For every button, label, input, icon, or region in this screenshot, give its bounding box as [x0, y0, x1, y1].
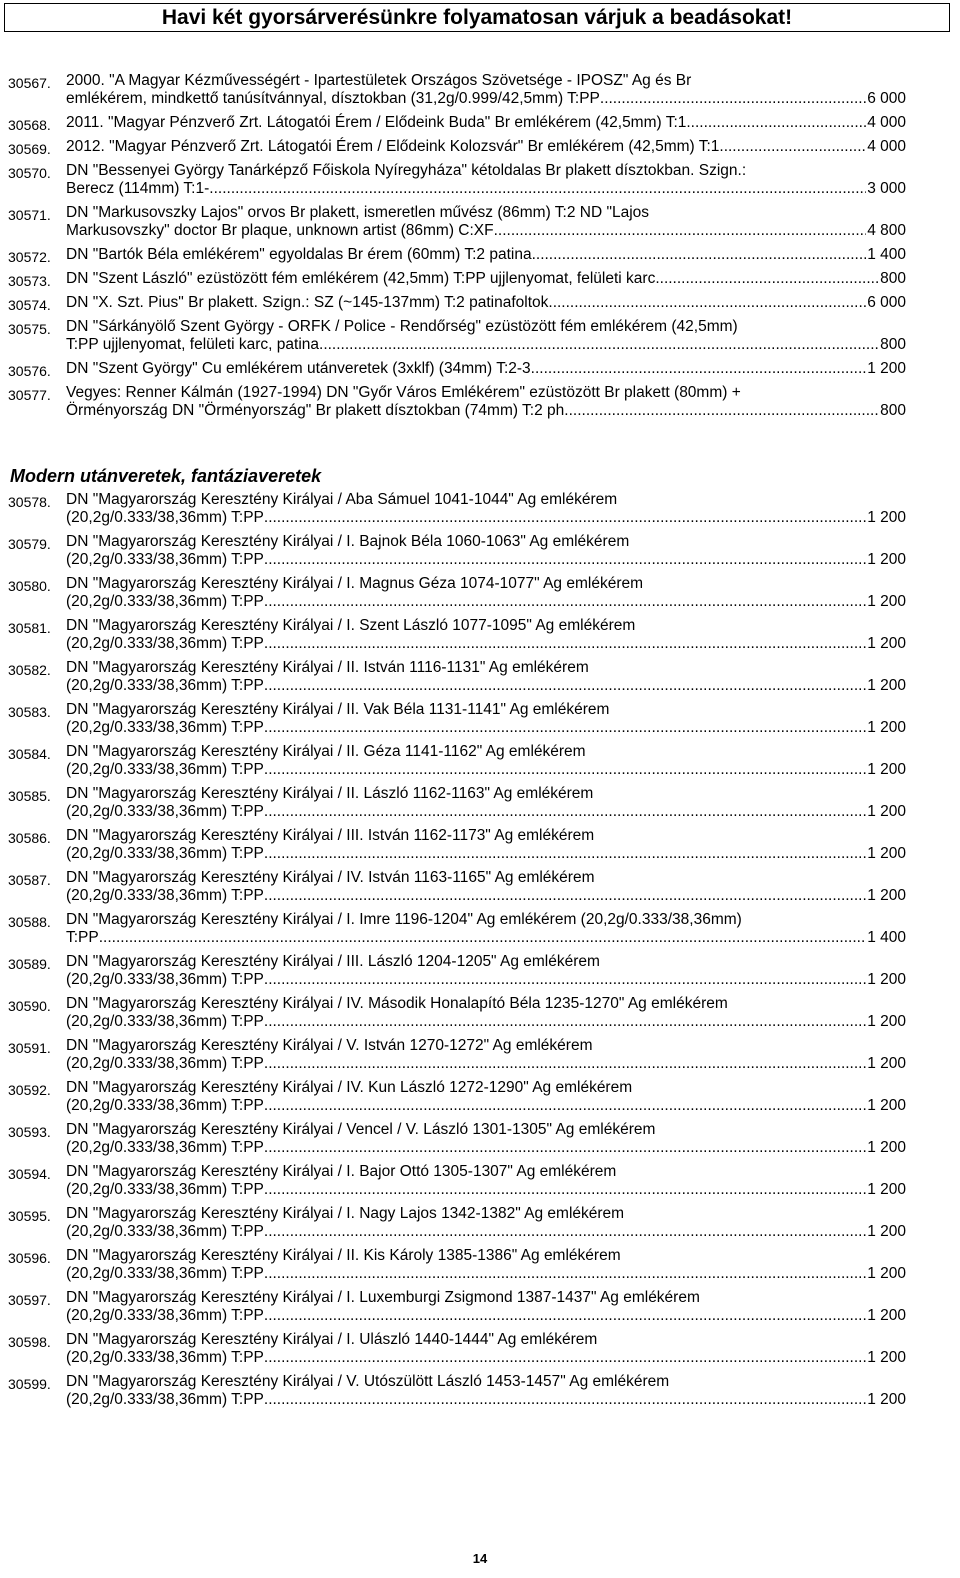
lot-entry [8, 270, 906, 288]
lot-price: 1 200 [867, 1349, 906, 1366]
dot-leader [264, 719, 866, 737]
lot-description: (20,2g/0.333/38,36mm) T:PP [66, 1349, 264, 1366]
lot-description: DN "Szent László" ezüstözött fém emlékérem (42,5mm) T:PP ujjlenyomat, felületi karc [66, 270, 656, 287]
lot-description: DN "Magyarország Keresztény Királyai / I. Ulászló 1440-1444" Ag emlékérem [66, 1331, 598, 1348]
lot-entry [8, 827, 906, 863]
lot-number: 30590. [8, 998, 51, 1014]
lot-description: DN "Magyarország Keresztény Királyai / II. Kis Károly 1385-1386" Ag emlékérem [66, 1247, 621, 1264]
lot-price: 1 200 [867, 761, 906, 778]
lot-entry [8, 533, 906, 569]
dot-leader [569, 402, 880, 420]
lot-description: (20,2g/0.333/38,36mm) T:PP [66, 1055, 264, 1072]
lot-entry [8, 72, 906, 108]
lot-number: 30578. [8, 494, 51, 510]
lot-entry [8, 318, 906, 354]
lot-number: 30589. [8, 956, 51, 972]
lot-entry [8, 1331, 906, 1367]
lot-description: T:PP ujjlenyomat, felületi karc, patina [66, 336, 320, 353]
lot-description: (20,2g/0.333/38,36mm) T:PP [66, 719, 264, 736]
lot-number: 30581. [8, 620, 51, 636]
lot-entry [8, 294, 906, 312]
lot-number: 30575. [8, 321, 51, 337]
lot-price: 800 [880, 336, 906, 353]
dot-leader [264, 551, 866, 569]
lot-number: 30599. [8, 1376, 51, 1392]
lot-description: DN "Magyarország Keresztény Királyai / II. László 1162-1163" Ag emlékérem [66, 785, 594, 802]
lot-number: 30568. [8, 117, 51, 133]
lot-description: (20,2g/0.333/38,36mm) T:PP [66, 887, 264, 904]
dot-leader [264, 1223, 866, 1241]
lot-number: 30572. [8, 249, 51, 265]
lot-price: 1 200 [867, 677, 906, 694]
lot-number: 30591. [8, 1040, 51, 1056]
lot-price: 1 200 [867, 360, 906, 377]
lot-description: DN "Magyarország Keresztény Királyai / I. Bajnok Béla 1060-1063" Ag emlékérem [66, 533, 630, 550]
lot-description: DN "X. Szt. Pius" Br plakett. Szign.: SZ (~145-137mm) T:2 patinafoltok [66, 294, 549, 311]
lot-entry [8, 1247, 906, 1283]
dot-leader [264, 635, 866, 653]
lot-entry [8, 1163, 906, 1199]
dot-leader [494, 222, 867, 240]
lot-price: 1 200 [867, 1097, 906, 1114]
lot-description: (20,2g/0.333/38,36mm) T:PP [66, 1097, 264, 1114]
dot-leader [686, 114, 866, 132]
lot-entry [8, 659, 906, 695]
lot-description: DN "Magyarország Keresztény Királyai / II. Géza 1141-1162" Ag emlékérem [66, 743, 586, 760]
lot-description: DN "Magyarország Keresztény Királyai / III. István 1162-1173" Ag emlékérem [66, 827, 595, 844]
lot-number: 30592. [8, 1082, 51, 1098]
lot-number: 30577. [8, 387, 51, 403]
lot-number: 30573. [8, 273, 51, 289]
dot-leader [264, 1181, 866, 1199]
lot-number: 30588. [8, 914, 51, 930]
lot-price: 1 200 [867, 1013, 906, 1030]
dot-leader [264, 1013, 866, 1031]
lot-description: DN "Bartók Béla emlékérem" egyoldalas Br érem (60mm) T:2 patina [66, 246, 532, 263]
lot-price: 1 200 [867, 1055, 906, 1072]
lot-entry [8, 384, 906, 420]
lot-entry [8, 911, 906, 947]
lot-description: (20,2g/0.333/38,36mm) T:PP [66, 1139, 264, 1156]
page-number: 14 [472, 1551, 488, 1566]
lot-entry [8, 1121, 906, 1157]
lot-description: (20,2g/0.333/38,36mm) T:PP [66, 1013, 264, 1030]
lot-entry [8, 785, 906, 821]
lot-description: (20,2g/0.333/38,36mm) T:PP [66, 845, 264, 862]
lot-description: DN "Markusovszky Lajos" orvos Br plakett, ismeretlen művész (86mm) T:2 ND "Lajos [66, 204, 650, 221]
dot-leader [209, 180, 866, 198]
lot-entry [8, 701, 906, 737]
lot-price: 4 000 [867, 114, 906, 131]
lot-description: (20,2g/0.333/38,36mm) T:PP [66, 593, 264, 610]
lot-list-medals [8, 72, 906, 426]
lot-description: DN "Magyarország Keresztény Királyai / I. Szent László 1077-1095" Ag emlékérem [66, 617, 636, 634]
lot-description: DN "Magyarország Keresztény Királyai / II. István 1116-1131" Ag emlékérem [66, 659, 589, 676]
lot-price: 1 200 [867, 1223, 906, 1240]
lot-description: (20,2g/0.333/38,36mm) T:PP [66, 1307, 264, 1324]
lot-price: 1 200 [867, 887, 906, 904]
lot-description: (20,2g/0.333/38,36mm) T:PP [66, 635, 264, 652]
lot-description: DN "Magyarország Keresztény Királyai / II. Vak Béla 1131-1141" Ag emlékérem [66, 701, 610, 718]
lot-description: Berecz (114mm) T:1- [66, 180, 210, 197]
lot-description: DN "Magyarország Keresztény Királyai / I. Bajor Ottó 1305-1307" Ag emlékérem [66, 1163, 617, 1180]
lot-entry [8, 138, 906, 156]
lot-description: (20,2g/0.333/38,36mm) T:PP [66, 1265, 264, 1282]
lot-price: 6 000 [867, 90, 906, 107]
lot-price: 1 200 [867, 1391, 906, 1408]
lot-description: DN "Magyarország Keresztény Királyai / Aba Sámuel 1041-1044" Ag emlékérem [66, 491, 618, 508]
lot-number: 30593. [8, 1124, 51, 1140]
lot-price: 1 200 [867, 635, 906, 652]
lot-number: 30570. [8, 165, 51, 181]
dot-leader [264, 1055, 866, 1073]
dot-leader [264, 1139, 866, 1157]
lot-price: 1 400 [867, 929, 906, 946]
lot-price: 1 200 [867, 1265, 906, 1282]
lot-description: Vegyes: Renner Kálmán (1927-1994) DN "Győr Város Emlékérem" ezüstözött Br plakett (80mm) + [66, 384, 741, 401]
lot-price: 4 800 [867, 222, 906, 239]
lot-entry [8, 114, 906, 132]
lot-entry [8, 1205, 906, 1241]
lot-number: 30587. [8, 872, 51, 888]
lot-number: 30596. [8, 1250, 51, 1266]
dot-leader [264, 593, 866, 611]
dot-leader [264, 509, 866, 527]
lot-price: 1 200 [867, 845, 906, 862]
lot-entry [8, 204, 906, 240]
dot-leader [264, 761, 866, 779]
lot-entry [8, 953, 906, 989]
lot-description: (20,2g/0.333/38,36mm) T:PP [66, 551, 264, 568]
lot-description: DN "Magyarország Keresztény Királyai / I. Imre 1196-1204" Ag emlékérem (20,2g/0.333/38,36mm) [66, 911, 742, 928]
lot-description: (20,2g/0.333/38,36mm) T:PP [66, 1223, 264, 1240]
lot-number: 30569. [8, 141, 51, 157]
dot-leader [264, 1349, 866, 1367]
lot-description: 2011. "Magyar Pénzverő Zrt. Látogatói Érem / Elődeink Buda" Br emlékérem (42,5mm) T:1 [66, 114, 687, 131]
lot-entry [8, 995, 906, 1031]
lot-description: DN "Magyarország Keresztény Királyai / I. Magnus Géza 1074-1077" Ag emlékérem [66, 575, 644, 592]
lot-description: (20,2g/0.333/38,36mm) T:PP [66, 1181, 264, 1198]
lot-description: DN "Bessenyei György Tanárképző Főiskola Nyíregyháza" kétoldalas Br plakett dísztokban. Szign.: [66, 162, 747, 179]
lot-price: 800 [880, 270, 906, 287]
page-banner: Havi két gyorsárverésünkre folyamatosan várjuk a beadásokat! [4, 3, 950, 32]
lot-number: 30598. [8, 1334, 51, 1350]
dot-leader [264, 677, 866, 695]
lot-number: 30595. [8, 1208, 51, 1224]
lot-entry [8, 869, 906, 905]
lot-number: 30586. [8, 830, 51, 846]
lot-list-restrikes [8, 491, 906, 1415]
lot-description: DN "Magyarország Keresztény Királyai / IV. Kun László 1272-1290" Ag emlékérem [66, 1079, 633, 1096]
lot-description: (20,2g/0.333/38,36mm) T:PP [66, 761, 264, 778]
dot-leader [264, 1391, 866, 1409]
lot-description: DN "Magyarország Keresztény Királyai / I. Nagy Lajos 1342-1382" Ag emlékérem [66, 1205, 625, 1222]
lot-entry [8, 617, 906, 653]
lot-number: 30583. [8, 704, 51, 720]
dot-leader [548, 294, 866, 312]
dot-leader [264, 971, 866, 989]
lot-description: T:PP [66, 929, 99, 946]
dot-leader [264, 1097, 866, 1115]
lot-entry [8, 575, 906, 611]
lot-description: DN "Magyarország Keresztény Királyai / IV. István 1163-1165" Ag emlékérem [66, 869, 595, 886]
lot-price: 1 400 [867, 246, 906, 263]
lot-number: 30582. [8, 662, 51, 678]
dot-leader [531, 360, 867, 378]
lot-description: (20,2g/0.333/38,36mm) T:PP [66, 1391, 264, 1408]
lot-entry [8, 1289, 906, 1325]
lot-number: 30580. [8, 578, 51, 594]
lot-description: DN "Magyarország Keresztény Királyai / IV. Második Honalapító Béla 1235-1270" Ag emlékérem [66, 995, 728, 1012]
lot-number: 30579. [8, 536, 51, 552]
lot-description: Markusovszky" doctor Br plaque, unknown artist (86mm) C:XF [66, 222, 494, 239]
lot-price: 1 200 [867, 1181, 906, 1198]
lot-price: 1 200 [867, 1307, 906, 1324]
lot-description: DN "Magyarország Keresztény Királyai / I. Luxemburgi Zsigmond 1387-1437" Ag emlékérem [66, 1289, 700, 1306]
lot-entry [8, 1079, 906, 1115]
lot-number: 30576. [8, 363, 51, 379]
lot-number: 30567. [8, 75, 51, 91]
lot-price: 1 200 [867, 551, 906, 568]
lot-description: (20,2g/0.333/38,36mm) T:PP [66, 509, 264, 526]
lot-price: 4 000 [867, 138, 906, 155]
lot-description: DN "Magyarország Keresztény Királyai / V. Utószülött László 1453-1457" Ag emlékérem [66, 1373, 670, 1390]
lot-description: DN "Szent György" Cu emlékérem utánveretek (3xklf) (34mm) T:2-3 [66, 360, 531, 377]
section-heading: Modern utánveretek, fantáziaveretek [10, 466, 322, 486]
dot-leader [264, 1307, 866, 1325]
lot-description: DN "Magyarország Keresztény Királyai / V. István 1270-1272" Ag emlékérem [66, 1037, 593, 1054]
lot-entry [8, 162, 906, 198]
lot-description: DN "Magyarország Keresztény Királyai / III. László 1204-1205" Ag emlékérem [66, 953, 600, 970]
lot-description: (20,2g/0.333/38,36mm) T:PP [66, 677, 264, 694]
lot-description: (20,2g/0.333/38,36mm) T:PP [66, 803, 264, 820]
lot-description: Örményország DN "Örményország" Br plakett dísztokban (74mm) T:2 ph. [66, 402, 569, 419]
lot-price: 3 000 [867, 180, 906, 197]
lot-description: DN "Sárkányölő Szent György - ORFK / Police - Rendőrség" ezüstözött fém emlékérem (42,5mm) [66, 318, 738, 335]
lot-price: 1 200 [867, 971, 906, 988]
lot-number: 30584. [8, 746, 51, 762]
dot-leader [655, 270, 879, 288]
lot-description: DN "Magyarország Keresztény Királyai / Vencel / V. László 1301-1305" Ag emlékérem [66, 1121, 656, 1138]
lot-entry [8, 246, 906, 264]
lot-description: 2012. "Magyar Pénzverő Zrt. Látogatói Érem / Elődeink Kolozsvár" Br emlékérem (42,5mm) T:1 [66, 138, 720, 155]
lot-number: 30594. [8, 1166, 51, 1182]
lot-entry [8, 491, 906, 527]
lot-price: 6 000 [867, 294, 906, 311]
lot-price: 1 200 [867, 509, 906, 526]
lot-entry [8, 1373, 906, 1409]
lot-description: 2000. "A Magyar Kézművességért - Ipartestületek Országos Szövetsége - IPOSZ" Ag és Br [66, 72, 692, 89]
lot-entry [8, 360, 906, 378]
lot-description: emlékérem, mindkettő tanúsítvánnyal, dísztokban (31,2g/0.999/42,5mm) T:PP [66, 90, 600, 107]
dot-leader [264, 1265, 866, 1283]
lot-number: 30574. [8, 297, 51, 313]
lot-entry [8, 743, 906, 779]
lot-number: 30597. [8, 1292, 51, 1308]
lot-number: 30585. [8, 788, 51, 804]
lot-entry [8, 1037, 906, 1073]
dot-leader [264, 887, 866, 905]
dot-leader [719, 138, 866, 156]
lot-price: 1 200 [867, 719, 906, 736]
dot-leader [99, 929, 866, 947]
lot-description: (20,2g/0.333/38,36mm) T:PP [66, 971, 264, 988]
lot-price: 1 200 [867, 1139, 906, 1156]
lot-price: 800 [880, 402, 906, 419]
lot-price: 1 200 [867, 803, 906, 820]
dot-leader [264, 803, 866, 821]
dot-leader [600, 90, 866, 108]
lot-number: 30571. [8, 207, 51, 223]
dot-leader [264, 845, 866, 863]
dot-leader [532, 246, 867, 264]
dot-leader [319, 336, 879, 354]
lot-price: 1 200 [867, 593, 906, 610]
